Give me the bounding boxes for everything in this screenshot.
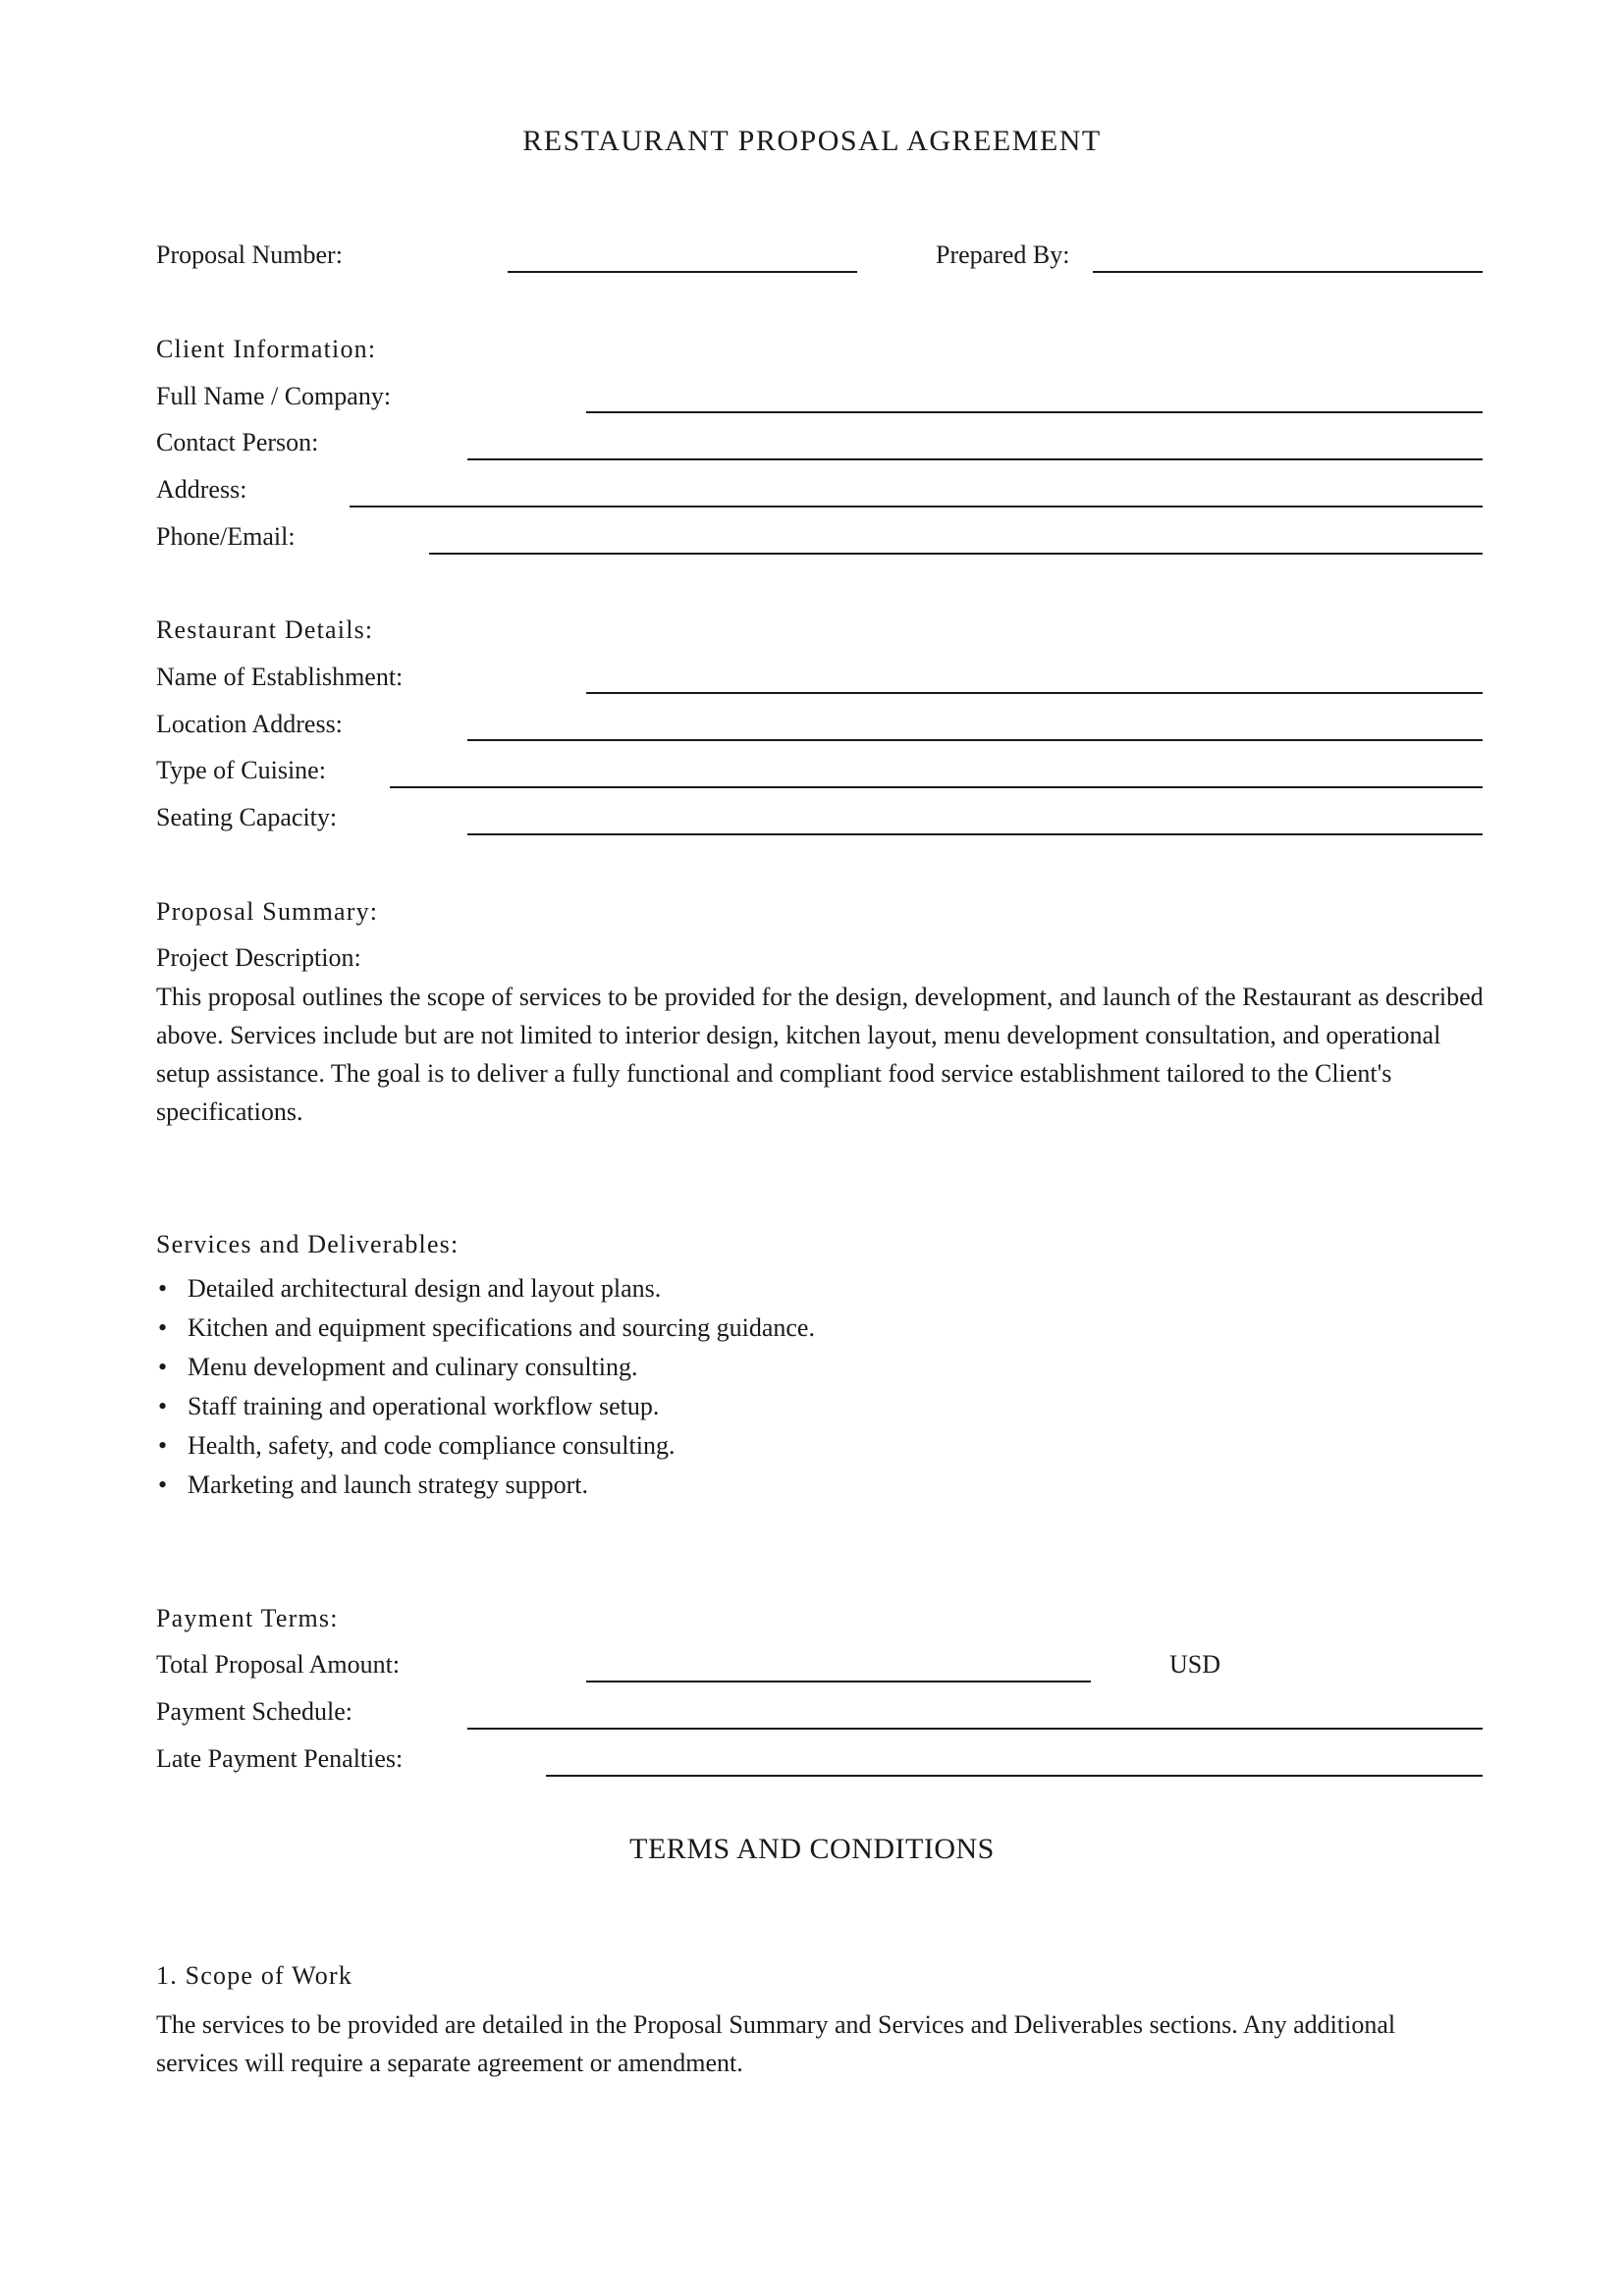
- bullet-icon: •: [158, 1392, 168, 1420]
- full-name-label: Full Name / Company:: [156, 382, 392, 410]
- bullet-icon: •: [158, 1274, 168, 1303]
- bullet-icon: •: [158, 1353, 168, 1381]
- list-item: [156, 1387, 815, 1426]
- client-information-heading: Client Information:: [156, 335, 377, 363]
- bullet-icon: •: [158, 1431, 168, 1460]
- currency-label: USD: [1169, 1650, 1221, 1679]
- seating-field[interactable]: [467, 833, 1483, 835]
- payment-schedule-label: Payment Schedule:: [156, 1697, 353, 1726]
- contact-person-field[interactable]: [467, 458, 1483, 460]
- project-description-label: Project Description:: [156, 943, 361, 972]
- proposal-number-label: Proposal Number:: [156, 240, 343, 269]
- terms-heading: TERMS AND CONDITIONS: [629, 1833, 995, 1865]
- address-field[interactable]: [350, 506, 1483, 507]
- establishment-label: Name of Establishment:: [156, 663, 404, 691]
- prepared-by-label: Prepared By:: [936, 240, 1070, 269]
- address-label: Address:: [156, 475, 247, 504]
- list-item-text: Health, safety, and code compliance consulting.: [188, 1431, 676, 1460]
- location-field[interactable]: [467, 739, 1483, 741]
- contact-person-label: Contact Person:: [156, 428, 319, 456]
- phone-email-label: Phone/Email:: [156, 522, 296, 551]
- document-title: RESTAURANT PROPOSAL AGREEMENT: [522, 125, 1102, 157]
- cuisine-field[interactable]: [390, 786, 1483, 788]
- bullet-icon: •: [158, 1470, 168, 1499]
- services-heading: Services and Deliverables:: [156, 1230, 460, 1258]
- total-amount-field[interactable]: [586, 1681, 1091, 1682]
- payment-terms-heading: Payment Terms:: [156, 1604, 339, 1632]
- list-item: [156, 1269, 815, 1308]
- phone-email-field[interactable]: [429, 553, 1483, 555]
- seating-label: Seating Capacity:: [156, 803, 338, 831]
- scope-of-work-text: The services to be provided are detailed in the Proposal Summary and Services and Deliverables sections. Any additional services will require a separate agreement or amendment.: [156, 2010, 1396, 2077]
- bullet-icon: •: [158, 1313, 168, 1342]
- list-item: [156, 1308, 815, 1348]
- list-item-text: Menu development and culinary consulting.: [188, 1353, 638, 1381]
- location-label: Location Address:: [156, 710, 343, 738]
- scope-of-work-heading: 1. Scope of Work: [156, 1961, 353, 1990]
- total-amount-label: Total Proposal Amount:: [156, 1650, 401, 1679]
- restaurant-details-heading: Restaurant Details:: [156, 615, 374, 644]
- project-description-text: This proposal outlines the scope of services to be provided for the design, development, and launch of the Restaurant as described above. Services include but are not limited to interior design, kitchen layout, menu development consultation, and operational setup assistance. The goal is to deliver a fully functional and compliant food service establishment tailored to the Client's specifications.: [156, 983, 1484, 1126]
- proposal-summary-heading: Proposal Summary:: [156, 897, 379, 926]
- list-item-text: Staff training and operational workflow setup.: [188, 1392, 660, 1420]
- services-list: [156, 1269, 815, 1505]
- full-name-field[interactable]: [586, 411, 1483, 413]
- payment-schedule-field[interactable]: [467, 1728, 1483, 1730]
- cuisine-label: Type of Cuisine:: [156, 756, 326, 784]
- establishment-field[interactable]: [586, 692, 1483, 694]
- list-item: [156, 1466, 815, 1505]
- list-item: [156, 1426, 815, 1466]
- list-item: [156, 1348, 815, 1387]
- late-penalties-label: Late Payment Penalties:: [156, 1744, 404, 1773]
- list-item-text: Detailed architectural design and layout plans.: [188, 1274, 662, 1303]
- list-item-text: Marketing and launch strategy support.: [188, 1470, 588, 1499]
- proposal-number-field[interactable]: [508, 271, 857, 273]
- late-penalties-field[interactable]: [546, 1775, 1483, 1777]
- prepared-by-field[interactable]: [1093, 271, 1483, 273]
- list-item-text: Kitchen and equipment specifications and sourcing guidance.: [188, 1313, 815, 1342]
